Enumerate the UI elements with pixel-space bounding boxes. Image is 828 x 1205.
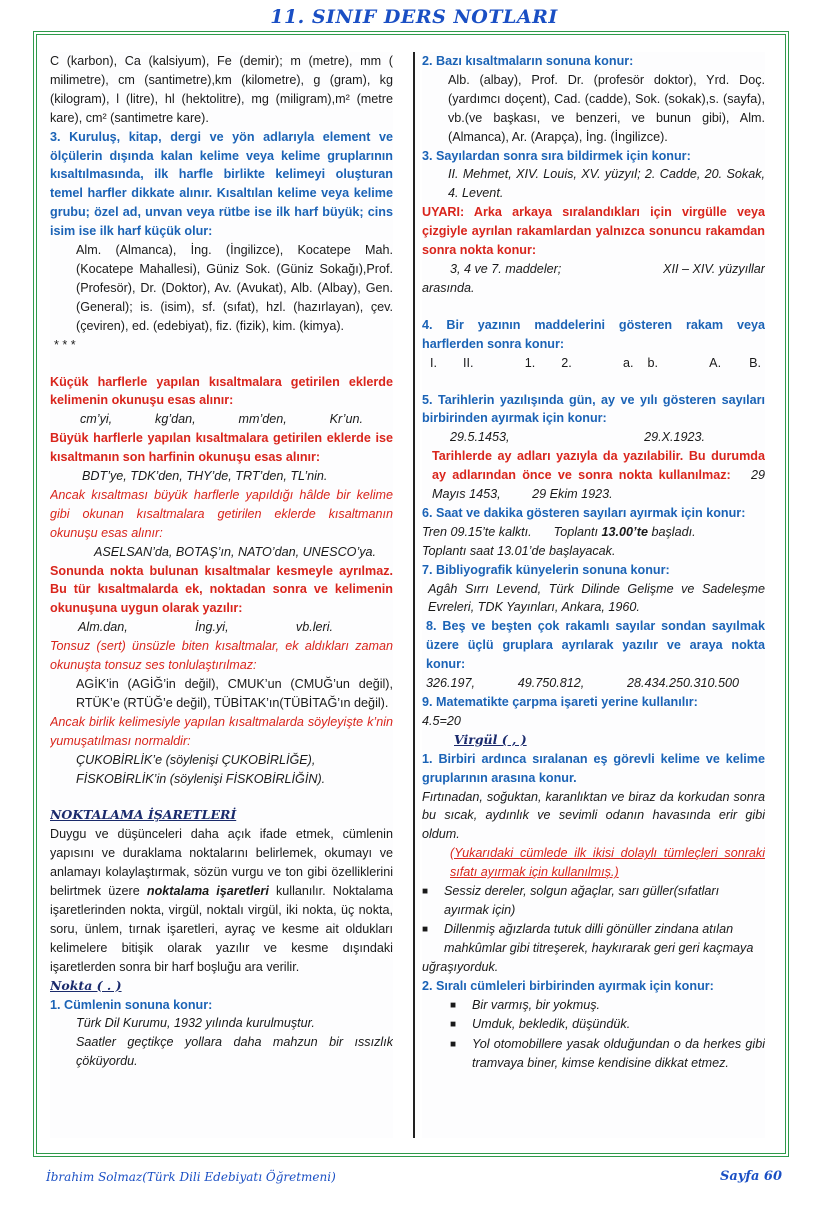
suffix-rule-1: Küçük harflerle yapılan kısaltmalara getirilen eklerde kelimenin okunuşu esas alınır: [50, 374, 393, 408]
example-item: mm’den, [238, 412, 287, 427]
period-rule-9: 9. Matematikte çarpma işareti yerine kullanılır: [422, 695, 698, 709]
suffix-rule-3: Ancak kısaltması büyük harflerle yapıldığı hâlde bir kelime gibi okunan kısaltmalara getirilen eklerde kısaltmanın okunuşu esas alınır: [50, 487, 393, 540]
example-item: kg’dan, [155, 412, 196, 427]
period-rule-5-examples: 29.5.1453, 29.X.1923. [450, 430, 705, 445]
stars-divider: * * * [54, 337, 76, 352]
period-rule-1-example-2: Saatler geçtikçe yollara daha mahzun bir ıssızlık çöküyordu. [76, 1035, 393, 1069]
comma-rule-1-bullet-1: ■ Sessiz dereler, solgun ağaçlar, sarı güller(sıfatları ayırmak için) [422, 884, 720, 917]
example-item: İng.yi, [195, 620, 229, 635]
left-column [50, 52, 393, 1138]
comma-section-title: Virgül ( , ) [454, 731, 527, 747]
suffix-rule-3-examples: ASELSAN’da, BOTAŞ’ın, NATO’dan, UNESCO’ya. [94, 544, 377, 559]
example-item: Kr’un. [329, 412, 363, 427]
period-rule-3-examples: II. Mehmet, XIV. Louis, XV. yüzyıl; 2. Cadde, 20. Sokak, 4. Levent. [448, 167, 765, 201]
period-rule-2-examples: Alb. (albay), Prof. Dr. (profesör doktor), Yrd. Doç. (yardımcı doçent), Cad. (cadde), Sok. (sokak),s. (sayfa), vb.(ve başkası, ve benzeri, ve bunun gibi), Alm. (Almanca), Ar. (Arapça), İng. (İngilizce). [448, 72, 765, 144]
suffix-rule-4: Sonunda nokta bulunan kısaltmalar kesmeyle ayrılmaz. Bu tür kısaltmalarda ek, noktadan sonra ve kelimenin okunuşuna uygun olarak yazılır: [50, 563, 393, 616]
example-item: Alm.dan, [78, 620, 128, 635]
rule-3-heading: 3. Kuruluş, kitap, dergi ve yön adlarıyla element ve ölçülerin dışında kalan kelime veya kelime gruplarının kısaltılmasında, ilk harfle birlikte kelimeyi oluşturan temel harfler dikkate alınır. Kısaltılan kelime veya kelime grubu; özel ad, unvan veya rütbe ise ilk harf büyük; cins isim ise ilk harf küçük olur: [50, 129, 393, 239]
period-rule-6-example-2: Toplantı saat 13.01’de başlayacak. [422, 543, 616, 558]
period-rule-3: 3. Sayılardan sonra sıra bildirmek için konur: [422, 148, 691, 163]
period-rule-5: 5. Tarihlerin yazılışında gün, ay ve yılı gösteren sayıları birbirinden ayırmak için konur: [422, 392, 765, 426]
unit-abbreviations-text: C (karbon), Ca (kalsiyum), Fe (demir); m (metre), mm ( milimetre), cm (santimetre),km (kilometre), g (gram), kg (kilogram), l (litre), hl (hektolitre), mg (miligram),m² (metre kare), cm² (santimetre kare). [50, 54, 393, 125]
footer-author: İbrahim Solmaz(Türk Dili Edebiyatı Öğretmeni) [46, 1170, 336, 1184]
suffix-rule-5: Tonsuz (sert) ünsüzle biten kısaltmalar, ek aldıkları zaman okunuşta tonsuz ses tonlulaştırılmaz: [50, 639, 393, 673]
period-rule-7-example: Agâh Sırrı Levend, Türk Dilinde Gelişme ve Sadeleşme Evreleri, TDK Yayınları, Ankara, 1960. [428, 581, 765, 615]
page-number: Sayfa 60 [720, 1169, 782, 1184]
suffix-rule-6-example-1: ÇUKOBİRLİK’e (söylenişi ÇUKOBİRLİĞE), [76, 752, 316, 767]
right-column: 2. Bazı kısaltmaların sonuna konur: Alb. (albay), Prof. Dr. (profesör doktor), Yrd. Doç. (yardımcı doçent), Cad. (cadde), Sok. (sokak),s. (sayfa), vb.(ve başkası, ve benzeri, ve bunun gibi), Alm. (Almanca), Ar. (Arapça), İng. (İngilizce). 3. Sayılardan sonra sıra bildirmek için konur: II. Mehmet, XIV. Louis, XV. yüzyıl; 2. Cadde, 20. Sokak, 4. Levent. UYARI: Arka arkaya sıralandıkları için virgülle veya çizgiyle ayrılan rakamlardan yalnızca sonuncu rakamdan sonra nokta konur: 3, 4 ve 7. maddeler; XII – XIV. yüzyıllar arasında. 4. Bir yazının maddelerini gösteren rakam veya harflerden sonra konur: I. II. 1. 2. a. b. A. B. 5. Tarihlerin yazılışında gün, ay ve yılı gösteren sayıları birbirinden ayırmak için konur: 29.5.1453, 29.X.1923. Tarihlerde ay adları yazıyla da yazılabilir. Bu durumda ay adlarından önce ve sonra nokta kullanılmaz: 29 Mayıs 1453, 29 Ekim 1923. 6. Saat ve dakika gösteren sayıları ayırmak için konur: Tren 09.15’te kalktı. Toplantı 13.00’te başladı. Toplantı saat 13.01’de başlayacak. 7. Bibliyografik künyelerin sonuna konur: Agâh Sırrı Levend, Türk Dilinde Gelişme ve Sadeleşme Evreleri, TDK Yayınları, Ankara, 1960. 8. Beş ve beşten çok rakamlı sayılar sondan sayılmak üzere üçlü gruplara ayrılarak yazılır ve araya nokta konur: 326.197, 49.750.812, 28.434.250.310.500 9. Matematikte çarpma işareti yerine kullanılır: 4.5=20 Virgül ( , ) 1. Birbiri ardınca sıralanan eş görevli kelime ve kelime gruplarının arasına konur. Fırtınadan, soğuktan, karanlıktan ve biraz da korkudan sonra bu sıcak, aydınlık ve sevimli odanın havasında erir gibi oldum. (Yukarıdaki cümlede ilk ikisi dolaylı tümleçleri sonraki sıfatı ayırmak için kullanılmış.) ■ Sessiz dereler, solgun ağaçlar, sarı güller(sıfatları ayırmak için) ■ Dillenmiş ağızlarda tutuk dilli gönüller zindana atılan mahkûmlar gibi titreşerek, haykırarak geri geri kaçmaya uğraşıyorduk. 2. Sıralı cümleleri birbirinden ayırmak için konur: ■ Bir varmış, bir yokmuş. ■ Umduk, bekledik, düşündük. ■ Yol otomobillere yasak olduğundan o da herkes gibi tramvaya biner, kimse kendisine dikkat etmez. [422, 52, 765, 1138]
punctuation-intro: Duygu ve düşünceleri daha açık ifade etmek, cümlenin yapısını ve duraklama noktalarını belirlemek, okumayı ve anlamayı kolaylaştırmak, sözün vurgu ve ton gibi özelliklerini belirtmek üzere noktalama işaretleri kullanılır. Noktalama işaretlerinden nokta, virgül, noktalı virgül, iki nokta, üç nokta, soru, ünlem, tırnak işaretleri, ayraç ve kesme ait oldukları kelimelere bitişik olarak yazılır ve kesme dışındaki işaretlerden sonra bir harf boşluğu ara verilir. [50, 827, 393, 974]
suffix-rule-1-examples [50, 410, 393, 429]
example-item: cm’yi, [80, 412, 113, 427]
suffix-rule-4-examples [50, 618, 393, 637]
punctuation-section-title: NOKTALAMA İŞARETLERİ [50, 807, 237, 823]
comma-rule-1-example: Fırtınadan, soğuktan, karanlıktan ve biraz da korkudan sonra bu sıcak, aydınlık ve sevimli odanın havasında erir gibi oldum. [422, 789, 765, 842]
period-section-title: Nokta ( . ) [50, 977, 122, 993]
comma-rule-1: 1. Birbiri ardınca sıralanan eş görevli kelime ve kelime gruplarının arasına konur. [422, 751, 765, 785]
period-rule-7: 7. Bibliyografik künyelerin sonuna konur: [422, 562, 670, 577]
suffix-rule-2-examples: BDT’ye, TDK’den, THY’de, TRT’den, TL’nin. [82, 469, 328, 484]
period-rule-9-example: 4.5=20 [422, 713, 461, 728]
period-rule-1: 1. Cümlenin sonuna konur: [50, 997, 213, 1012]
example-item: vb.leri. [295, 620, 333, 635]
warning-examples: 3, 4 ve 7. maddeler; XII – XIV. yüzyıllar [450, 261, 765, 276]
period-rule-2: 2. Bazı kısaltmaların sonuna konur: [422, 54, 634, 68]
comma-rule-2-bullet-3: ■ Yol otomobillere yasak olduğundan o da herkes gibi tramvaya biner, kimse kendisine dikkat etmez. [450, 1037, 765, 1071]
period-rule-6-example-1: Tren 09.15’te kalktı. Toplantı 13.00’te başladı. [422, 524, 696, 539]
period-rule-8: 8. Beş ve beşten çok rakamlı sayılar sondan sayılmak üzere üçlü gruplara ayrılarak yazılır ve araya nokta konur: [426, 619, 765, 672]
period-rule-4-examples: I. II. 1. 2. a. b. A. B. [430, 355, 761, 370]
comma-rule-1-bullet-2: ■ Dillenmiş ağızlarda tutuk dilli gönüller zindana atılan mahkûmlar gibi titreşerek, haykırarak geri geri kaçmaya [422, 921, 754, 955]
comma-rule-1-note: (Yukarıdaki cümlede ilk ikisi dolaylı tümleçleri sonraki sıfatı ayırmak için kullanılmış.) [450, 846, 765, 880]
period-rule-6: 6. Saat ve dakika gösteren sayıları ayırmak için konur: [422, 505, 746, 520]
suffix-rule-6: Ancak birlik kelimesiyle yapılan kısaltmalarda söyleyişte k’nin yumuşatılması normaldir: [50, 714, 393, 748]
period-rule-5-note: Tarihlerde ay adları yazıyla da yazılabilir. Bu durumda ay adlarından önce ve sonra nokta kullanılmaz: 29 Mayıs 1453, 29 Ekim 1923. [432, 449, 765, 502]
comma-rule-2-bullet-1: ■ Bir varmış, bir yokmuş. [450, 997, 601, 1012]
rule-3-examples: Alm. (Almanca), İng. (İngilizce), Kocatepe Mah. (Kocatepe Mahallesi), Güniz Sok. (Güniz Sokağı),Prof. (Profesör), Dr. (Doktor), Av. (Avukat), Alb. (Albay), Gen. (General); is. (isim), sf. (sıfat), hzl. (hazırlayan), çev. (çeviren), ed. (edebiyat), fiz. (fizik), kim. (kimya). [76, 243, 393, 333]
period-rule-1-example-1: Türk Dil Kurumu, 1932 yılında kurulmuştur. [76, 1016, 315, 1031]
warning-note: UYARI: Arka arkaya sıralandıkları için virgülle veya çizgiyle ayrılan rakamlardan yalnızca sonuncu rakamdan sonra nokta konur: [422, 205, 765, 258]
comma-rule-2-bullet-2: ■ Umduk, bekledik, düşündük. [450, 1017, 631, 1032]
period-rule-8-examples: 326.197, 49.750.812, 28.434.250.310.500 [426, 676, 739, 691]
suffix-rule-5-examples: AGİK’in (AGİĞ’in değil), CMUK’un (CMUĞ’un değil), RTÜK’e (RTÜĞ’e değil), TÜBİTAK’ın(TÜBİTAĞ’ın değil). [76, 677, 393, 710]
page-title: 11. SINIF DERS NOTLARI [270, 6, 558, 28]
suffix-rule-6-example-2: FİSKOBİRLİK’in (söylenişi FİSKOBİRLİĞİN). [76, 771, 326, 786]
suffix-rule-2: Büyük harflerle yapılan kısaltmalara getirilen eklerde ise kısaltmanın son harfinin okunuşu esas alınır: [50, 431, 393, 465]
period-rule-4: 4. Bir yazının maddelerini gösteren rakam veya harflerden sonra konur: [422, 317, 765, 351]
comma-rule-2: 2. Sıralı cümleleri birbirinden ayırmak için konur: [422, 978, 714, 993]
column-divider [413, 52, 415, 1138]
